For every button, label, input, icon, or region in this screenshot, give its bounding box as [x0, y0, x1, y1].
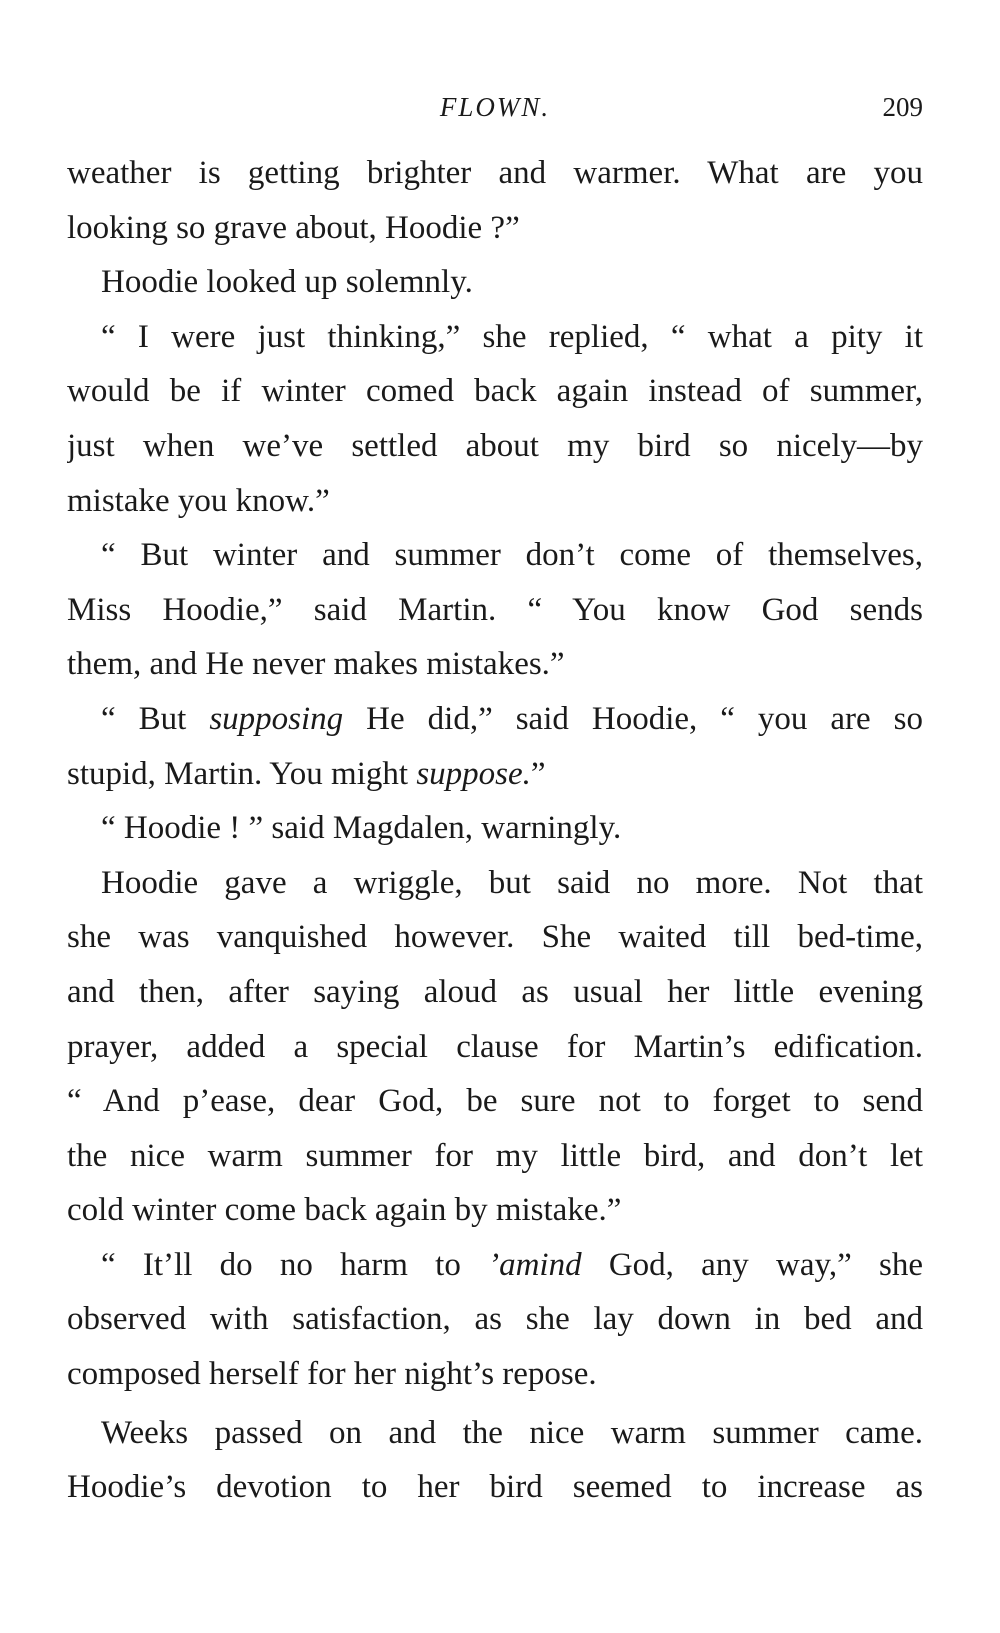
text-line: the nice warm summer for my little bird, and don’t let: [67, 1137, 923, 1174]
text-line: observed with satisfaction, as she lay down in bed and: [67, 1301, 923, 1338]
text-line: composed herself for her night’s repose.: [67, 1356, 597, 1393]
text-segment: ”: [530, 755, 546, 792]
text-line: just when we’ve settled about my bird so nicely—by: [67, 427, 923, 464]
running-title: FLOWN.: [439, 92, 551, 122]
text-line: “ And p’ease, dear God, be sure not to forget to send: [67, 1083, 923, 1120]
text-line: cold winter come back again by mistake.”: [67, 1192, 622, 1229]
text-line: [67, 747, 923, 802]
text-line: [67, 692, 923, 747]
text-line: Miss Hoodie,” said Martin. “ You know God sends: [67, 591, 923, 628]
text-line: prayer, added a special clause for Martin’s edification.: [67, 1028, 923, 1065]
text-line: them, and He never makes mistakes.”: [67, 646, 565, 683]
text-line: and then, after saying aloud as usual her little evening: [67, 973, 923, 1010]
text-line: Weeks passed on and the nice warm summer came.: [101, 1414, 923, 1451]
text-line: Hoodie’s devotion to her bird seemed to increase as: [67, 1469, 923, 1506]
text-line: weather is getting brighter and warmer. What are you: [67, 155, 923, 191]
italic-word: supposing: [209, 700, 344, 737]
text-segment: God, any way,” she: [581, 1246, 923, 1283]
text-line: looking so grave about, Hoodie ?”: [67, 209, 520, 246]
text-line: would be if winter comed back again instead of summer,: [67, 373, 923, 410]
page-number: 209: [882, 92, 923, 122]
text-segment: “ But: [101, 700, 210, 737]
text-line: Hoodie gave a wriggle, but said no more. Not that: [101, 864, 923, 901]
text-line: “ I were just thinking,” she replied, “ what a pity it: [101, 318, 923, 355]
text-line: she was vanquished however. She waited till bed-time,: [67, 919, 923, 956]
text-segment: “ It’ll do no harm to: [101, 1246, 489, 1283]
text-segment: stupid, Martin. You might: [67, 755, 417, 792]
text-line: “ Hoodie ! ” said Magdalen, warningly.: [101, 810, 622, 847]
text-line: [67, 1238, 923, 1293]
text-line: mistake you know.”: [67, 482, 330, 519]
italic-word: suppose.: [416, 755, 531, 792]
text-segment: He did,” said Hoodie, “ you are so: [343, 700, 923, 737]
italic-word: ’amind: [488, 1246, 582, 1283]
text-line: “ But winter and summer don’t come of themselves,: [101, 537, 923, 574]
running-head: [67, 92, 923, 132]
text-line: Hoodie looked up solemnly.: [101, 264, 473, 301]
body-text: [67, 146, 923, 1515]
